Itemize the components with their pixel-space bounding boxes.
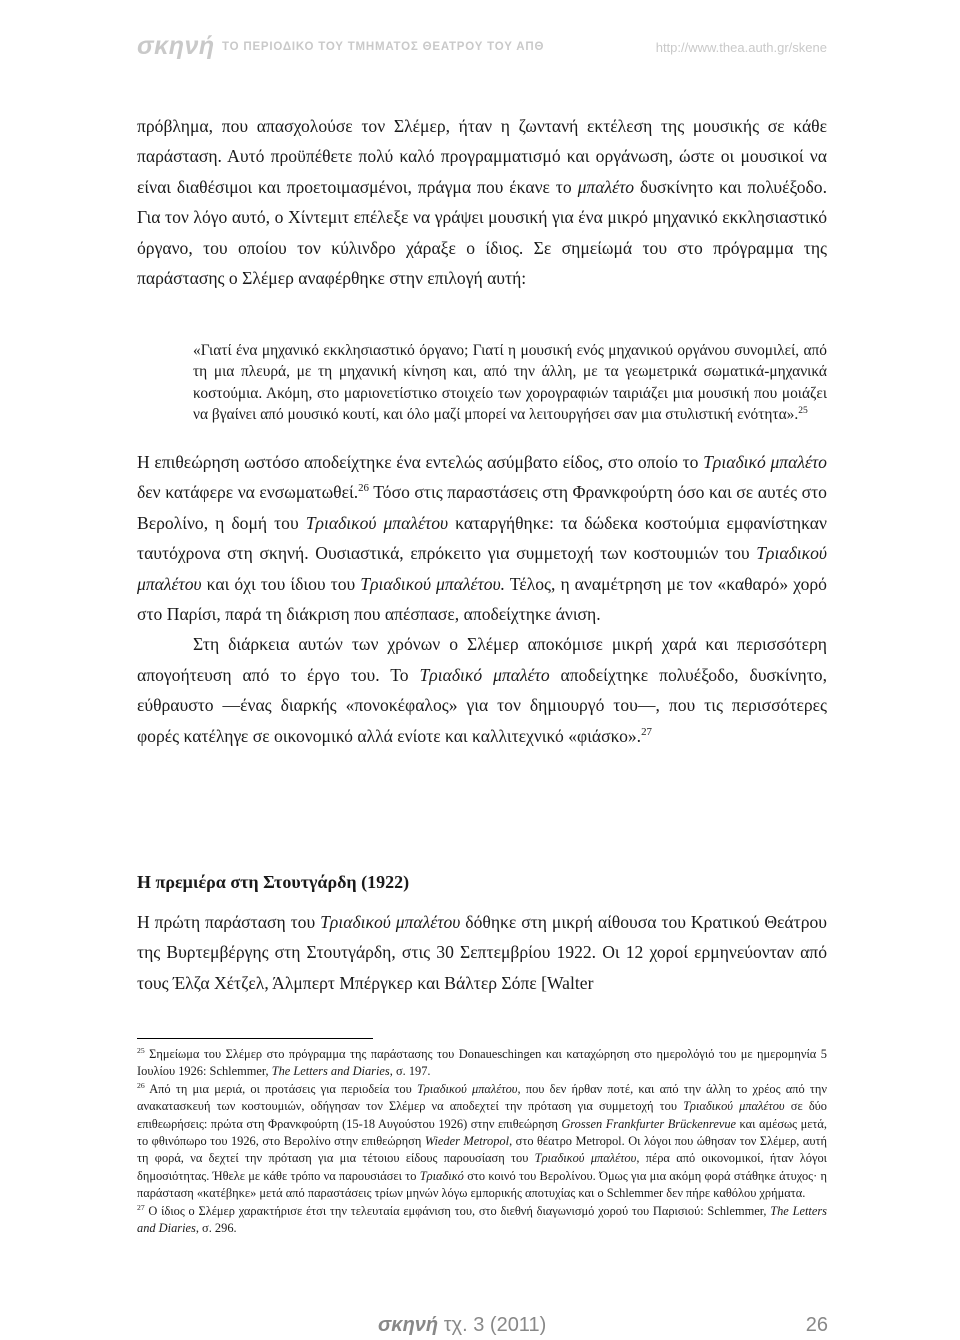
text-run: Ο ίδιος ο Σλέμερ χαρακτήρισε έτσι την τελευταία εμφάνιση του, στο διεθνή διαγωνισμό χορού του Παρισιού: Schlemmer,	[144, 1203, 771, 1218]
block-quote	[193, 340, 827, 425]
text-run: και αμέσως μετά, το φθινόπωρο του 1926, στο Βερολίνο στην επιθεώρηση	[137, 1116, 827, 1149]
text-run: δόθηκε στη μικρή αίθουσα του Κρατικού Θεάτρου της Βυρτεμβέργης στη Στουτγάρδη, στις 30 Σεπτεμβρίου 1922. Οι 12 χοροί ερμηνεύονταν από τους Έλζα Χέτζελ, Άλμπερτ Μπέργκερ και Βάλτερ Σόπε [Walter	[137, 912, 827, 993]
italic-run: Τριαδικού μπαλέτου	[305, 512, 449, 533]
text-run: , σ. 197.	[389, 1064, 431, 1079]
text-run: Σημείωμα του Σλέμερ στο πρόγραμμα της παράστασης του Donaueschingen και καταχώρηση στο ημερολόγιό του με ημερομηνία 5 Ιουλίου 1926: Schlemmer,	[137, 1047, 827, 1079]
italic-run: μπαλέτο	[577, 176, 635, 197]
text-run: , πέρα από οικονομικοί, ήταν λόγοι δημοσιότητας. Ήθελε με κάθε τρόπο να παρουσιάσει το	[137, 1151, 827, 1183]
text-run: και όχι του ίδιου του	[201, 573, 361, 594]
footnote-ref[interactable]: 26	[358, 482, 369, 495]
text-run: Τέλος, η αναμέτρηση με τον «καθαρό» χορό στο Παρίσι, παρά τη διάκριση που απέσπασε, αποδείχτηκε άνιση.	[137, 573, 827, 625]
italic-run: The Letters and Diaries	[137, 1203, 827, 1236]
footer-brand: σκηνή	[378, 1314, 439, 1336]
italic-run: Τριαδικού μπαλέτου	[320, 912, 461, 932]
paragraph-1	[137, 111, 827, 293]
italic-run: The Letters and Diaries	[271, 1064, 390, 1079]
text-run: δεν κατάφερε να ενσωματωθεί.	[137, 482, 359, 503]
italic-run: Τριαδικό μπαλέτο	[703, 452, 827, 472]
page-header	[137, 32, 827, 62]
footnote-25	[137, 1046, 827, 1081]
section-heading: Η πρεμιέρα στη Στουτγάρδη (1922)	[137, 872, 410, 892]
text-run: πρόβλημα, που απασχολούσε τον Σλέμερ, ήταν η ζωντανή εκτέλεση της μουσικής σε κάθε παράσταση. Αυτό προϋπέθετε πολύ καλό προγραμματισμό και οργάνωση, ώστε οι μουσικοί να είναι διαθέσιμοι και προετοιμασμένοι, πράγμα που έκανε το	[137, 116, 827, 197]
text-run: Η επιθεώρηση ωστόσο αποδείχτηκε ένα εντελώς ασύμβατο είδος, στο οποίο το	[137, 452, 704, 472]
text-run: Στη διάρκεια αυτών των χρόνων ο Σλέμερ αποκόμισε μικρή χαρά και περισσότερη απογοήτευση από το έργο του. Το	[137, 634, 827, 685]
footnote-separator	[137, 1038, 373, 1039]
italic-run: Τριαδικό	[419, 1168, 464, 1183]
page-number: 26	[805, 1314, 828, 1336]
quote-text: «Γιατί ένα μηχανικό εκκλησιαστικό όργανο; Γιατί η μουσική ενός μηχανικού οργάνου συνομιλεί, από τη μια πλευρά, με τη μηχανική κίνηση και, από την άλλη, με τα γεωμετρικά σωματικά-μηχανικά κοστούμια. Ακόμη, στο μαριονετίστικο στοιχείο των χορογραφιών ταιριάζει μια μουσική που μοιάζει να βγαίνει από μουσικό κουτί, και όλο μαζί μπορεί να λειτουργήσει σαν μια στυλιστική ενότητα».	[193, 342, 827, 423]
footnote-ref[interactable]: 25	[798, 404, 808, 416]
text-run: , σ. 296.	[195, 1221, 237, 1236]
text-run: Η πρώτη παράσταση του	[137, 912, 321, 932]
paragraph-3	[137, 629, 827, 751]
footer-issue: τχ. 3 (2011)	[438, 1314, 547, 1336]
footnote-number: 26	[137, 1080, 145, 1090]
journal-subtitle: ΤΟ ΠΕΡΙΟΔΙΚΟ ΤΟΥ ΤΜΗΜΑΤΟΣ ΘΕΑΤΡΟΥ ΤΟΥ ΑΠΘ	[222, 41, 545, 53]
italic-run: Τριαδικό μπαλέτο	[419, 664, 550, 685]
page-footer	[378, 1312, 828, 1340]
italic-run: Τριαδικού μπαλέτου.	[360, 573, 506, 594]
italic-run: Τριαδικού μπαλέτου	[137, 543, 827, 594]
text-run: δυσκίνητο και πολυέξοδο. Για τον λόγο αυτό, ο Χίντεμιτ επέλεξε να γράψει μουσική για ένα μικρό μηχανικό εκκλησιαστικό όργανο, του οποίου τον κύλινδρο χάραξε ο ίδιος. Σε σημείωμά του στο πρόγραμμα της παράστασης ο Σλέμερ αναφέρθηκε στην επιλογή αυτή:	[137, 176, 827, 289]
footer-journal	[378, 1314, 546, 1337]
journal-url: http://www.thea.auth.gr/skene	[655, 40, 827, 55]
footnotes	[137, 1046, 827, 1237]
text-run: , στο θέατρο Metropol. Οι λόγοι που ώθησαν τον Σλέμερ, αυτή τη φορά, να δεχτεί την πρόταση για μια τέτοιου είδους παρουσίαση του	[137, 1134, 827, 1166]
text-run: καταργήθηκε: τα δώδεκα κοστούμια εμφανίστηκαν ταυτόχρονα στη σκηνή. Ουσιαστικά, επρόκειτο για συμμετοχή των κοστουμιών του	[137, 512, 827, 564]
italic-run: Grossen Frankfurter Brückenrevue	[561, 1116, 737, 1131]
journal-brand: σκηνή	[137, 32, 215, 60]
paragraph-2	[137, 447, 827, 751]
italic-run: Wieder Metropol	[424, 1134, 510, 1149]
italic-run: Τριαδικού μπαλέτου	[534, 1151, 637, 1166]
text-run: , που δεν ήρθαν ποτέ, και από την άλλη το χρέος από την ανακατασκευή των κοστουμιών, οδήγησαν τον Σλέμερ να αποδεχτεί την πρόταση για συμμετοχή του	[137, 1081, 827, 1114]
italic-run: Τριαδικού μπαλέτου	[683, 1099, 785, 1114]
italic-run: Τριαδικού μπαλέτου	[416, 1081, 518, 1096]
footnote-ref[interactable]: 27	[641, 725, 652, 738]
footnote-number: 25	[137, 1045, 145, 1055]
text-run: στο κοινό του Βερολίνου. Όμως για μια ακόμη φορά στάθηκε άτυχος· η παράσταση «κατέβηκε» μετά από παραστάσεις τρίων μηνών λόγω εμπορικής αποτυχίας και ο Schlemmer δεν πήρε καθόλου χρήματα.	[137, 1168, 827, 1201]
footnote-26	[137, 1081, 827, 1203]
text-run: σε δύο επιθεωρήσεις: πρώτα στη Φρανκφούρτη (15-18 Αυγούστου 1926) στην επιθεώρηση	[137, 1099, 827, 1131]
text-run: αποδείχτηκε πολυέξοδο, δυσκίνητο, εύθραυστο —ένας διαρκής «πονοκέφαλος» για τον δημιουργό του—, που τις περισσότερες φορές κατέληγε σε οικονομικό αλλά ενίοτε και καλλιτεχνικό «φιάσκο».	[137, 664, 827, 746]
text-run: Τόσο στις παραστάσεις στη Φρανκφούρτη όσο και σε αυτές στο Βερολίνο, η δομή του	[137, 482, 827, 533]
footnote-27	[137, 1203, 827, 1238]
footnote-number: 27	[137, 1202, 145, 1212]
paragraph-4	[137, 907, 827, 998]
text-run: Από τη μια μεριά, οι προτάσεις για περιοδεία του	[144, 1081, 417, 1096]
